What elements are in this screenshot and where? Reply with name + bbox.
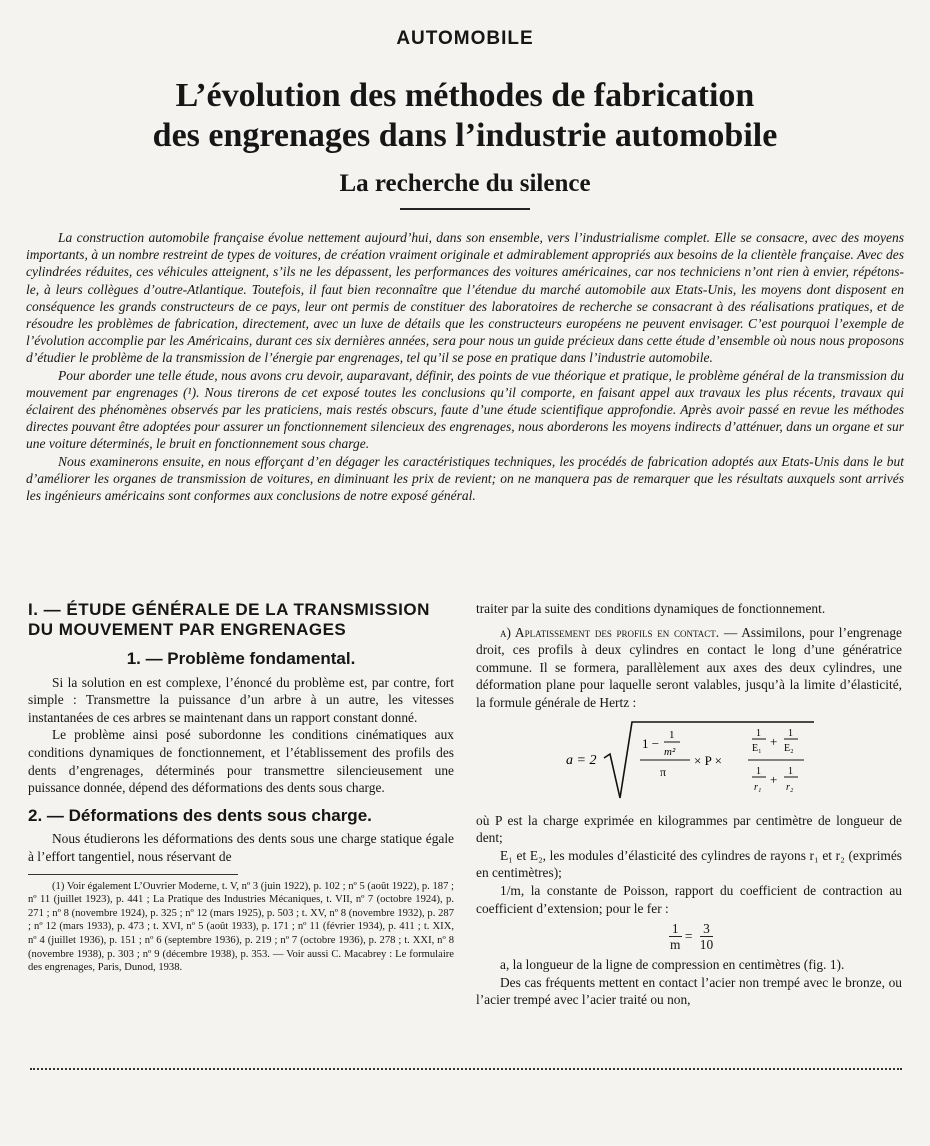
formula-text: × P × (694, 752, 722, 768)
ratio-lhs (669, 921, 682, 952)
hertz-formula (566, 718, 816, 806)
article-title (40, 76, 890, 156)
body-paragraph: 1/m, la constante de Poisson, rapport du coefficient de contraction au coefficient d’extension; pour le fer : (476, 882, 902, 916)
article-subtitle: La recherche du silence (339, 170, 591, 197)
poisson-ratio (476, 921, 902, 952)
formula-text: E₁ (752, 742, 762, 754)
paragraph-label: a) Aplatissement des profils en contact. (500, 624, 720, 640)
title-divider (400, 208, 530, 210)
intro-paragraph: Pour aborder une telle étude, nous avons cru devoir, auparavant, définir, des points de vue théorique et pratique, le problème général de la transmission du mouvement par engrenages (¹). Nous tirerons de cet exposé toutes les conclusions qu’il comporte, en faisant appel aux travaux les plus récents, travaux qui éclairent des phénomènes observés par les praticiens, mais restés obscurs, faute d’une étude scientifique approfondie. Après avoir passé en revue les méthodes directes pouvant être adoptées pour assurer un fonctionnement silencieux des engrenages, nous aborderons les moyens indirects d’atténuer, dans un organe et sur une voiture déterminés, le bruit en fonctionnement sous charge. (26, 367, 904, 452)
body-paragraph: où P est la charge exprimée en kilogrammes par centimètre de longueur de dent; (476, 812, 902, 846)
body-paragraph: Nous étudierons les déformations des dents sous une charge statique égale à l’effort tangentiel, nous réservant de (28, 831, 454, 864)
section-heading: I. — ÉTUDE GÉNÉRALE DE LA TRANSMISSION DU MOUVEMENT PAR ENGRENAGES (28, 600, 430, 639)
formula-text: 1 (788, 727, 793, 739)
footnote-divider (28, 874, 238, 875)
formula-text: 1 (669, 728, 675, 741)
title-line-1: L’évolution des méthodes de fabrication (175, 77, 755, 114)
body-paragraph: traiter par la suite des conditions dynamiques de fonctionnement. (476, 601, 826, 616)
body-paragraph: E₁ et E₂, les modules d’élasticité des cylindres de rayons r₁ et r₂ (exprimés en centimètres); (476, 847, 902, 881)
ratio-denominator: 10 (699, 937, 714, 953)
formula-text: 1 − (642, 735, 660, 751)
page-bottom-rule (30, 1068, 902, 1070)
intro-paragraph: La construction automobile française évolue nettement aujourd’hui, dans son ensemble, vers l’industrialisme complet. Elle se consacre, avec des moyens importants, à un nombre restreint de types de voitures, de création vraiment originale et admirablement appropriés aux besoins de la clientèle française. Avec des cylindrées réduites, ces véhicules atteignent, s’ils ne les dépassent, les performances des voitures américaines, car nos techniciens n’ont rien à envier, répétons-le, à leurs collègues d’outre-Atlantique. Toutefois, il faut bien reconnaître que l’étendue du marché automobile aux Etats-Unis, les moyens dont disposent en conséquence les grands constructeurs de ce pays, leur ont permis de constituer des laboratoires de recherche se consacrant à des réalisations pratiques, et de résoudre les problèmes de fabrication, directement, avec un luxe de détails que les constructeurs européens ne peuvent envisager. C’est pourquoi l’exemple de l’évolution accomplie par les Américains, durant ces six dernières années, sera pour nous un guide précieux dans cette étude d’ensemble où nous nous proposons d’étudier le problème de la transmission de l’énergie par engrenages, tel qu’il se pose en pratique dans l’industrie automobile. (26, 230, 904, 366)
formula-text: π (660, 764, 667, 779)
formula-text: m² (664, 745, 676, 758)
formula-lhs: a = 2 (566, 752, 597, 768)
subsection-heading: 1. — Problème fondamental. (126, 649, 356, 668)
formula-text: 1 (756, 727, 761, 739)
formula-text: 1 (756, 765, 761, 777)
body-paragraph: Le problème ainsi posé subordonne les conditions cinématiques aux conditions dynamiques de fonctionnement, et l’établissement des profils des dents d’engrenages, déterminés pour transmettre silencieusement une puissance donnée, dépend des déformations des dents sous charge. (28, 727, 454, 796)
ratio-numerator: 3 (700, 921, 713, 937)
subsection-heading: 2. — Déformations des dents sous charge. (28, 805, 372, 825)
ratio-numerator: 1 (669, 921, 682, 937)
ratio-rhs (700, 921, 713, 952)
formula-text: E₂ (784, 742, 794, 754)
body-paragraph: a, la longueur de la ligne de compression en centimètres (fig. 1). (500, 957, 845, 973)
title-line-2: des engrenages dans l’industrie automobile (152, 117, 778, 154)
intro-paragraph: Nous examinerons ensuite, en nous efforçant d’en dégager les caractéristiques techniques, les procédés de fabrication adoptés aux Etats-Unis dans le but d’améliorer les organes de transmission de voitures, en diminuant les prix de revient; on ne manquera pas de remarquer que les résultats auxquels sont arrivés les ingénieurs américains sont conformes aux conclusions de notre exposé général. (26, 453, 904, 504)
body-paragraph (476, 624, 902, 712)
formula-text: + (770, 733, 778, 749)
equals-sign: = (684, 928, 693, 944)
left-column (28, 600, 454, 975)
right-column (476, 600, 902, 1009)
ratio-denominator: m (669, 937, 681, 953)
body-paragraph: Des cas fréquents mettent en contact l’acier non trempé avec le bronze, ou l’acier trempé avec l’acier traité ou non, (476, 974, 902, 1008)
body-paragraph: Si la solution en est complexe, l’énoncé du problème est, par contre, fort simple : Transmettre la puissance d’un arbre à un autre, les vitesses instantanées de ces arbres se maintenant dans un rapport constant donné. (28, 674, 454, 725)
formula-text: r₁ (754, 781, 762, 793)
section-label: AUTOMOBILE (396, 28, 534, 49)
introduction (26, 229, 904, 504)
formula-text: + (770, 771, 778, 787)
formula-text: 1 (788, 765, 793, 777)
formula-text: r₂ (786, 781, 794, 793)
footnote: (1) Voir également L’Ouvrier Moderne, t. V, nº 3 (juin 1922), p. 102 ; nº 5 (août 1922), p. 187 ; nº 11 (juillet 1923), p. 441 ; La Pratique des Industries Mécaniques, t. VII, nº 7 (octobre 1924), p. 271 ; nº 8 (novembre 1924), p. 325 ; nº 12 (mars 1925), p. 503 ; t. XV, nº 8 (novembre 1932), p. 287 ; nº 12 (mars 1933), p. 473 ; t. XVI, nº 5 (août 1933), p. 171 ; nº 11 (février 1934), p. 411 ; t. XIX, nº 4 (juillet 1936), p. 151 ; nº 6 (septembre 1936), p. 219 ; nº 7 (octobre 1936), p. 278 ; t. XXI, nº 8 (novembre 1938), p. 303 ; nº 9 (décembre 1938), p. 353. — Voir aussi C. Macabrey : Le formulaire des engrenages, Paris, Dunod, 1938. (28, 880, 454, 974)
paragraph-text: — Assimilons, pour l’engrenage droit, ces profils à deux cylindres en contact le long d’une génératrice commune. Il se formera, parallèlement aux axes des deux cylindres, une déformation plane pour laquelle seront valables, jusqu’à la limite d’élasticité, la formule générale de Hertz : (476, 624, 902, 710)
